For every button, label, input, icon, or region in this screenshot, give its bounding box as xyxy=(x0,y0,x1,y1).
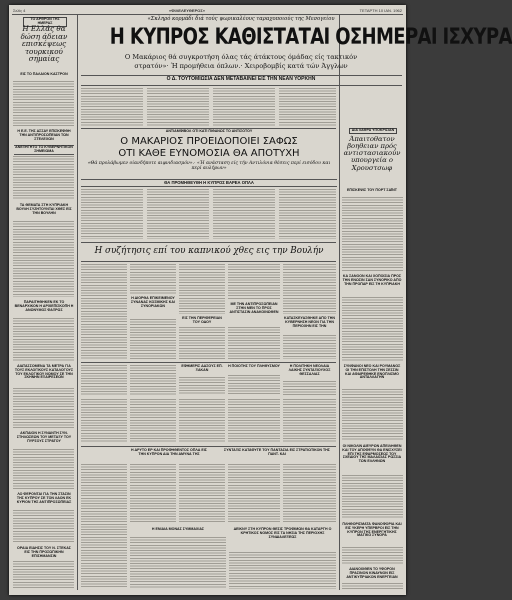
article-text xyxy=(213,189,275,239)
article-text xyxy=(13,81,74,126)
center-bottom-4: ΔΕΙΚΝΥ ΣΤΗ ΚΥΠΡΟΝ ΘΕΣΙΣ ΤΡΟΦΙΜΩΝ ΘΑ ΚΑΤΑΡΓΗ Ο ΚΡΗΤΙΚΟΣ ΝΟΜΟΣ ΕΙΣ ΤΑ ΝΗΣΙΑ ΤΗΣ ΠΕΡΙΟΧΗΣ ΣΥΝΔΙΑΛΕΞΕΩΣ xyxy=(233,527,332,539)
article-text xyxy=(179,327,225,359)
center-box-1: Η ΔΙΟΡΘΑ ΕΠΙΚΕΙΜΕΝΟΥ ΣΥΝΑΝΑΣ ΚΟΣΜΙΚΗΣ ΚΑΙ ΣΥΝΟΡΙΑΚΩΝ xyxy=(131,296,175,308)
masthead: «ΦΙΛΕΛΕΥΘΕΡΟΣ» xyxy=(169,8,205,13)
newspaper-page xyxy=(9,5,512,595)
center-section-headline: Η συζήτησις επί του καπνικού χθες εις την Βουλήν xyxy=(94,245,324,256)
article-text xyxy=(228,375,280,395)
article-text xyxy=(283,399,336,443)
article-text xyxy=(13,510,74,543)
center-headline-2: ΟΤΙ ΚΑΘΕ ΕΥΝΟΜΟΣΙΑ ΘΑ ΑΠΟΤΥΧΗ xyxy=(118,148,300,159)
right-rubric: ΔΙΑ ΛΑΘΡΑ ΥΠΟΚΡΙΣΙΑΝ xyxy=(349,128,397,134)
article-text xyxy=(81,464,127,589)
right-headline-6: ΔΙΑΝΟΙΧΘΕΝ ΤΟ ΥΦΟΡΟΝ ΠΡΑΣΙΝΟΝ ΚΙΝΔΥΝΟΝ ΕΙΣ ΑΝΤΙΚΥΠΡΙΑΚΟΝ ΕΝΕΡΓΕΙΑΝ xyxy=(346,567,398,579)
right-lead-headline: Άπαιτοθατον βοηθειαν πρός αντιστασιακούν υπουργεία ο Χρουστσωφ xyxy=(343,135,401,172)
center-bottom-1: Η ΔΡΥΤΟ ΕΡ ΚΑΙ ΠΡΟΦΗΘΕΝΤΟΣ ΟΠΛΑ ΕΙΣ ΤΗΝ ΚΥΠΡΟΝ ΔΙΑ ΤΗΝ ΑΜΥΝΑ ΤΗΣ xyxy=(131,448,207,456)
article-text xyxy=(283,335,336,359)
column-rule xyxy=(339,15,340,590)
right-lead-subhead: ΕΠΙΣΚΕΨΙΣ ΤΟΥ ΠΟΡΤ ΣΑΪΝΤ xyxy=(347,188,397,192)
article-text xyxy=(13,388,74,428)
article-text xyxy=(342,475,403,519)
article-text xyxy=(130,399,176,443)
article-text xyxy=(213,88,275,126)
article-text xyxy=(342,389,403,441)
article-text xyxy=(130,264,176,294)
article-text xyxy=(130,537,226,589)
center-strip: ΘΑ ΠΡΟΜΗΘΕΥΘΗ Η ΚΥΠΡΟΣ ΒΑΡΕΑ ΟΠΛΑ xyxy=(81,179,337,187)
article-text xyxy=(342,547,403,565)
center-bottom-3: Η ΕΝΙΑΙΑ ΜΟΝΑΣ ΣΥΜΜΑΧΙΑΣ xyxy=(151,527,205,531)
left-rubric: ΤΟ ΑΡΘΡΟΝ ΤΗΣ ΗΜΕΡΑΣ xyxy=(23,17,67,27)
left-headline-7: ΑΚΠΑΙΟΝ Η ΣΥΝΑΝΤΗ ΣΥΝ. ΣΤΗΛΩΣΕΩΝ ΤΟΥ ΜΕΤΑΞΥ ΤΟΥ ΠΥΡΣΟΥΣ ΣΤΡΑΤΟΥ xyxy=(16,431,72,443)
left-headline-9: ΟΡΑΙΑ ΕΙΔΗΣΙΣ ΤΟΥ Ν. ΣΤΕΚΑΣ ΕΙΣ ΤΗΝ ΠΡΟΣΩΠΙΚΗΝ ΕΠΙΣΗΜΑΝΣΙΝ xyxy=(17,546,71,558)
article-text xyxy=(130,464,176,524)
article-text xyxy=(13,561,74,589)
article-text xyxy=(228,327,280,359)
left-headline-2: Η Ε.Ε. ΤΗΣ ΑΣΣΑΥ ΕΠΙΣΚΕΦΘΗ ΤΗΝ ΑΝΤΙΠΡΟΣΩΠΕΙΑΝ ΤΩΝ ΣΤΕΛΕΧΩΝ xyxy=(17,129,71,141)
article-text xyxy=(13,449,74,489)
article-text xyxy=(228,464,280,524)
center-headline-1: Ο ΜΑΚΑΡΙΟΣ ΠΡΟΕΙΔΟΠΟΙΕΙ ΣΑΦΩΣ xyxy=(120,136,298,147)
article-text xyxy=(179,377,225,395)
article-text xyxy=(228,399,280,443)
center-box-7: Η ΠΟΛΙΤΗΚΗ ΝΕΟΛΑΙΑ ΛΑΙΚΗΣ ΣΥΝΤΑΞΙΟΥΧΟΣ ΘΕΣΣΑΛΙΑΣ xyxy=(288,364,331,376)
article-text xyxy=(81,264,127,360)
center-rubric: ΑΝΤΙΑΜΦΙΒΟΛ ΟΤΙ ΚΑΤΙ ΠΙΘΑΝΩΣ ΤΟ ΑΝΤΙΣΟΤΟΥ xyxy=(165,129,253,133)
center-box-5: ΕΦΗΜΕΡΙΣ ΔΑΣΟΥΣ ΕΠ. ΞΑΚΑΝ xyxy=(181,364,223,372)
center-bottom-2: ΣΥΝΤΑΞΙΣ ΚΑΤΑΦΥΓΕ ΤΟΥ ΠΑΝΤΑΣΙΑ ΕΙΣ ΣΤΡΑΤΙΩΤΙΚΟΝ ΤΗΣ ΠΑΝΤ. ΚΑΙ xyxy=(224,448,330,456)
right-headline-4: ΟΙ ΝΙΚΟΛΙΝ ΔΙΕΥΡΩΝ ΑΠΕΙΛΗΘΕΝ ΚΑΙ ΤΟΥ ΑΠΟΦΕΥΝ ΘΑ ΕΝΙΣΧΥΣΕΙ ΕΠΙ ΤΗΣ ΕΦΑΡΜΟΣΕΩΣ ΤΟΥ ΣΧΕΔΙΟΥ ΤΗΣ ΜΑΛΑΙΣΙΑΣ ΡΩΣΣΙΑ ΤΩΝ ΕΛΛΗΝΩΝ xyxy=(342,444,402,464)
left-headline-3: ΑΝΕΞΗΓΗΤΟ ΤΟ ΚΥΒΕΡΝΗΤΙΚΟΝ ΣΗΜΕΙΩΜΑ xyxy=(15,145,73,153)
article-text xyxy=(81,365,127,395)
banner-deck-line-1: Ο Μακάριος θά συγκροτήση όλας τάς άτάκτους όμάδας είς τακτικόν xyxy=(124,53,358,61)
article-text xyxy=(228,264,280,300)
page-number: Σελίς 4 xyxy=(13,8,26,13)
left-headline-8: ΛΟ ΦΕΡΟΝΤΑΙ ΓΙΑ ΤΗΝ ΣΤΑΣΙΝ ΤΗΣ ΚΥΠΡΟΥ ΣΕ ΤΟΝ ΛΑΟΝ ΕΚ ΚΥΡΙΟΝ ΤΗΣ ΑΝΤΙΠΡΟΣΩΠΕΙΑΣ xyxy=(16,492,72,504)
article-text xyxy=(130,319,176,359)
banner-substrip: Ο Δ. ΤΟΥΤΟΜΙΩΣΙΑ ΔΕΝ ΜΕΤΑΒΑΙΝΕΙ ΕΙΣ ΤΗΝ ΝΕΑΝ ΥΟΡΚΗΝ xyxy=(166,76,316,82)
left-lead-subhead: ΕΙΣ ΤΟ ΠΑΛΑΙΟΝ ΚΑΣΤΡΟΝ xyxy=(20,72,68,76)
left-headline-5: ΠΑΡΑΙΤΗΘΗΚΕΝ ΕΚ ΤΟ ΒΕΝΑΡΧΙΚΟΝ Η ΑΡΧΙΕΠΙΣΚΟΠΗ Η ΑΝΩΝΥΜΟΣ ΦΑΞΡΩΣ xyxy=(14,300,74,312)
article-text xyxy=(81,399,127,443)
article-text xyxy=(342,583,403,591)
article-text xyxy=(13,221,74,297)
right-headline-3: ΣΥΝΦΑΝΟΙ ΝΕΟ ΚΑΙ ΡΟΥΜΑΝΟΣ ΟΙ ΤΗΝ ΕΠΙΣΤΟΛΗ ΤΗΝ ΣΕΣΣΙΝ ΚΑΙ ΑΦΑΙΡΕΘΗΚΕ ΕΝΟΠΛΙΣΜΟ ΑΝΤΑΛΛΑΓΗΝ xyxy=(343,364,401,380)
center-box-6: Η ΠΟΙΟΤΗΣ ΤΟΥ ΠΛΗΘΥΣΜΟΥ xyxy=(228,364,280,368)
article-text xyxy=(229,552,336,589)
right-headline-5: ΠΛΗΘΟΡΙΣΜΑΤΑ ΦΑΝΟΦΟΡΙΑ ΚΑΙ ΕΙΣ ΥΚΕΡΗ ΥΠΕΡΒΡΟΙ ΕΙΣ ΤΗΝ ΚΥΠΡΟΝ ΤΗΣ ΕΝΕΡΓΗΤΙΚΗΣ ΜΑΓΙΚΟ ΣΥΝΟΡΑ xyxy=(342,522,402,538)
issue-date: ΤΕΤΑΡΤΗ 10 ΙΑΝ. 1962 xyxy=(359,8,402,13)
article-text xyxy=(179,399,225,443)
article-text xyxy=(279,88,336,126)
article-text xyxy=(179,464,225,524)
article-text xyxy=(130,365,176,395)
article-text xyxy=(179,264,225,314)
left-lead-headline: Η Ελλάς θα δώση άδειαν επισκέψεως τουρκικού σημαίας xyxy=(20,24,68,64)
center-box-2: ΜΕ ΤΗΝ ΑΝΤΙΠΡΟΣΩΠΕΙΑΝ ΣΤΗΝ ΜΕΝ ΤΟ ΠΡΟΣ ΑΝΤΙΣΤΑΣΙΝ ΑΝΑΚΟΙΝΩΘΕΝ xyxy=(229,302,279,314)
center-box-3: ΕΙΣ ΤΗΝ ΠΕΡΙΦΕΡΕΙΑΝ ΤΟΥ ΟΔΟΥ xyxy=(182,316,222,324)
center-deck: «Θά προλάβωμεν οίανδήποτε αιφνιδιασμόν».· «Ή ανάσταση είς τήν Αντιλόνια θέσεις περί εισόδου και περί αυλήρων» xyxy=(87,161,331,171)
article-text xyxy=(81,88,143,126)
article-text xyxy=(13,156,74,200)
article-text xyxy=(147,189,209,239)
left-headline-4: ΤΑ ΘΕΜΑΤΑ ΣΤΗ ΚΥΠΡΙΑΚΗ ΒΟΥΛΗ ΣΥΖΗΤΟΥΝΤΑΙ ΧΘΕΣ ΕΙΣ ΤΗΝ ΒΟΥΛΗΝ xyxy=(16,203,72,215)
banner-kicker: «Σκληρό κορμάδι διά τούς ψωρικαλέους ταραχοποιούς της Μεσογείου xyxy=(147,16,335,22)
left-headline-6: ΔΙΑΤΑΣΣΟΜΕΝΑ ΤΑ ΜΕΤΡΑ ΓΙΑ ΤΟΥΣ ΕΚΛΟΓΙΚΟΥΣ ΚΑΤΑΛΟΓΟΥΣ ΤΟΥ ΕΚΛΟΓΙΚΟΥ ΝΟΜΟΥ ΣΕ ΤΗΝ ΣΚΗΝΗΝ ΕΞΑΙΡΕΣΕΩΝ xyxy=(14,364,74,380)
article-text xyxy=(283,381,336,395)
column-rule xyxy=(77,15,78,590)
article-text xyxy=(81,189,143,239)
article-text xyxy=(283,464,336,524)
article-text xyxy=(283,264,336,314)
article-text xyxy=(342,297,403,361)
article-text xyxy=(279,189,336,239)
banner-deck-line-2: στρατόν»· Ή προμήθεια όπλων.· Χειροβομβίς κατά τών Άγγλων xyxy=(134,62,348,70)
banner-headline: Η ΚΥΠΡΟΣ ΚΑΘΙΣΤΑΤΑΙ ΟΣΗΜΕΡΑΙ ΙΣΧΥΡΑ xyxy=(109,25,512,50)
right-headline-2: ΚΑ ΣΑΝΟΟΝ ΚΑΙ ΧΟΠΟΙΣΙΑ ΠΡΟΣ ΤΗΝ ΕΝΩΣΙΝ ΣΑΝ ΣΥΝΟΡΙΚΟ ΑΠΟ ΤΗΝ ΠΡΟΠΑΡ ΕΙΣ ΤΗ ΚΥΠΡΙΑΚΗ xyxy=(342,274,402,286)
center-box-4: ΚΑΤΑΣΚΕΥΑΣΘΗΚΕ ΑΠΟ ΤΗΝ ΚΥΒΕΡΝΗΣΗ ΝΕΟΝ ΓΙΑ ΤΗΝ ΠΕΡΙΟΧΗΝ ΕΙΣ ΤΗΝ xyxy=(283,316,335,328)
article-text xyxy=(13,318,74,362)
article-text xyxy=(147,88,209,126)
article-text xyxy=(342,197,403,271)
